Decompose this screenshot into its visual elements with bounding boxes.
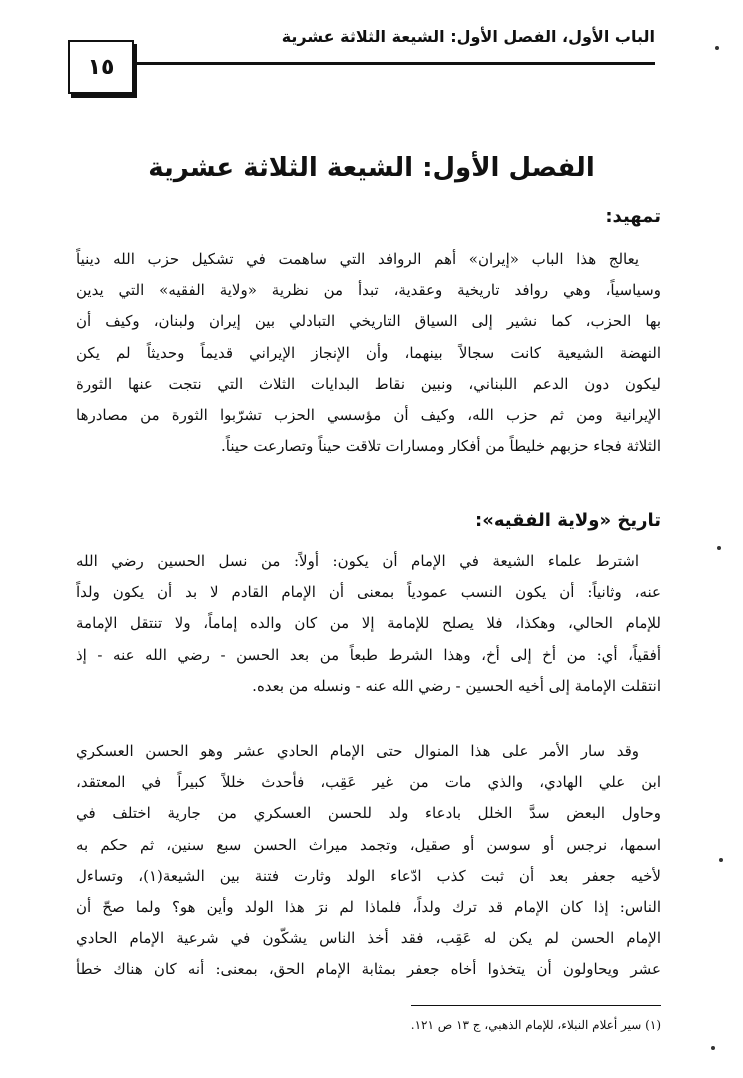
paragraph-line: لأخيه جعفر بعد أن ثبت كذب ادّعاء الولد وثارت فتنة بين الشيعة(١)، وتساءل bbox=[76, 866, 661, 885]
paragraph-line: الإيرانية ومن ثم حزب الله، وكيف أن مؤسسي الحزب تشرّبوا الثورة من مصادرها bbox=[76, 405, 661, 424]
running-header: الباب الأول، الفصل الأول: الشيعة الثلاثة عشرية bbox=[281, 27, 655, 46]
margin-dot bbox=[715, 46, 719, 50]
paragraph-line: عنه، وثانياً: أن يكون النسب عمودياً بمعنى أن الإمام القادم لا بد أن يكون ولداً bbox=[76, 583, 661, 602]
paragraph-line: بها الحزب، كما نشير إلى السياق التاريخي التبادلي بين إيران ولبنان، وكيف أن bbox=[76, 312, 661, 331]
paragraph-line: يعالج هذا الباب «إيران» أهم الروافد التي ساهمت في تشكيل حزب الله دينياً bbox=[76, 250, 639, 268]
askari-paragraph bbox=[76, 736, 661, 986]
margin-dot bbox=[711, 1046, 715, 1050]
paragraph-line: وحاول البعض سدَّ الخلل بادعاء ولد للحسن العسكري من جارية اختلف في bbox=[76, 804, 661, 823]
history-paragraph bbox=[76, 546, 661, 702]
margin-dot bbox=[719, 858, 723, 862]
paragraph-line: انتقلت الإمامة إلى أخيه الحسين - رضي الله عنه - ونسله من بعده. bbox=[252, 676, 661, 695]
paragraph-line: أفقياً، أي: من أخ إلى أخ، وهذا الشرط طبعاً من بعد الحسن - رضي الله عنه - إذ bbox=[76, 645, 661, 664]
intro-paragraph bbox=[76, 244, 661, 462]
history-heading: تاريخ «ولاية الفقيه»: bbox=[475, 510, 661, 531]
paragraph-line: الثلاثة فجاء حزبهم خليطاً من أفكار ومسارات تلاقت حيناً وتصارعت حيناً. bbox=[220, 437, 661, 456]
paragraph-line: وقد سار الأمر على هذا المنوال حتى الإمام الحادي عشر وهو الحسن العسكري bbox=[76, 742, 639, 760]
paragraph-line: عشر ويحاولون أن يتخذوا أخاه جعفر بمثابة الإمام الحق، بمعنى: أنه كان هناك خطأ bbox=[76, 960, 661, 979]
paragraph-line: النهضة الشيعية كانت سجالاً بينهما، وأن الإنجاز الإيراني قديماً وحديثاً لم يكن bbox=[76, 343, 661, 362]
chapter-title: الفصل الأول: الشيعة الثلاثة عشرية bbox=[148, 153, 595, 183]
paragraph-line: الإمام الحسن لم يكن له عَقِب، فقد أخذ الناس يشكّون في شرعية الإمام الحادي bbox=[76, 929, 661, 948]
paragraph-line: اشترط علماء الشيعة في الإمام أن يكون: أولاً: من نسل الحسين رضي الله bbox=[76, 552, 639, 570]
footnote: (١) سير أعلام النبلاء، للإمام الذهبي، ج ١٣ ص ١٢١. bbox=[410, 1018, 661, 1032]
page-number: ١٥ bbox=[68, 40, 134, 94]
paragraph-line: ابن علي الهادي، والذي مات من غير عَقِب، فأحدث خللاً كبيراً في المعتقد، bbox=[76, 773, 661, 792]
footnote-rule bbox=[411, 1005, 661, 1006]
paragraph-line: اسمها، نرجس أو سوسن أو صقيل، وتجمد ميراث الحسن سبع سنين، ثم حكم به bbox=[76, 835, 661, 854]
paragraph-line: وسياسياً، وهي روافد تاريخية وعقدية، تبدأ من نظرية «ولاية الفقيه» التي يدين bbox=[76, 281, 661, 300]
header-rule bbox=[76, 62, 655, 65]
paragraph-line: ليكون دون الدعم اللبناني، ونبين نقاط البدايات الثلاث التي نتجت عنها الثورة bbox=[76, 374, 661, 393]
paragraph-line: الناس: إذا كان الإمام قد ترك ولداً، فلماذا لم نرَ هذا الولد وأين هو؟ ولما صحّ أن bbox=[76, 897, 661, 916]
margin-dot bbox=[717, 546, 721, 550]
intro-heading: تمهيد: bbox=[605, 206, 661, 227]
paragraph-line: للإمام الحالي، وهكذا، فلا يصلح للإمامة إلا من كان والده إماماً، ولا تنتقل الإمامة bbox=[76, 614, 661, 633]
